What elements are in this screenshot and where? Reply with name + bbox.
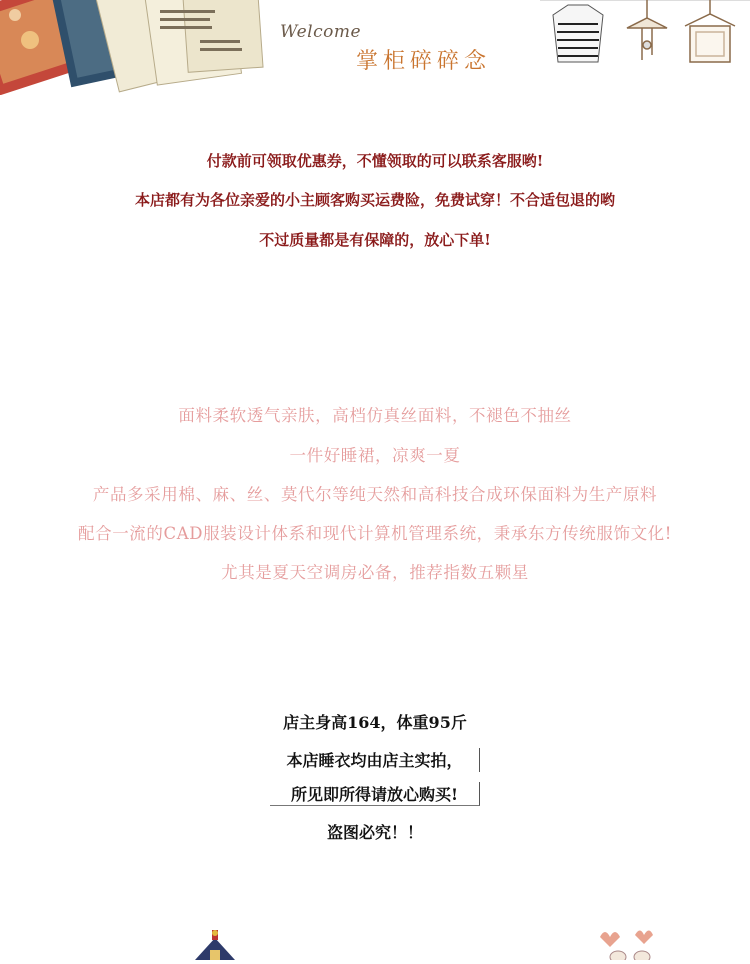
bunnies-illustration xyxy=(590,925,670,960)
owner-photo-text: 本店睡衣均由店主实拍， xyxy=(270,748,480,772)
notice-line-coupon: 付款前可领取优惠券，不懂领取的可以联系客服哟! xyxy=(206,152,544,170)
owner-size-text: 店主身高164，体重95斤 xyxy=(283,713,467,732)
owner-copyright-text: 盗图必究！！ xyxy=(326,823,423,842)
newspaper-collage-image xyxy=(0,0,265,95)
header-subtitle: 掌柜碎碎念 xyxy=(356,49,492,74)
product-line-summer: 一件好睡裙，凉爽一夏 xyxy=(289,446,461,465)
welcome-text: Welcome xyxy=(280,22,362,42)
product-line-recommend: 尤其是夏天空调房必备，推荐指数五颗星 xyxy=(221,563,529,582)
house-illustration xyxy=(190,930,240,960)
product-line-design: 配合一流的CAD服装设计体系和现代计算机管理系统，秉承东方传统服饰文化! xyxy=(78,524,672,543)
product-line-fabric: 面料柔软透气亲肤，高档仿真丝面料，不褪色不抽丝 xyxy=(178,406,572,425)
notice-line-insurance: 本店都有为各位亲爱的小主顾客购买运费险，免费试穿！不合适包退的哟 xyxy=(134,191,615,209)
owner-guarantee-text: 所见即所得请放心购买! xyxy=(270,782,480,806)
notice-line-quality: 不过质量都是有保障的，放心下单! xyxy=(259,231,491,249)
clothes-hangers-image xyxy=(540,0,750,80)
product-line-materials: 产品多采用棉、麻、丝、莫代尔等纯天然和高科技合成环保面料为生产原料 xyxy=(92,485,658,504)
